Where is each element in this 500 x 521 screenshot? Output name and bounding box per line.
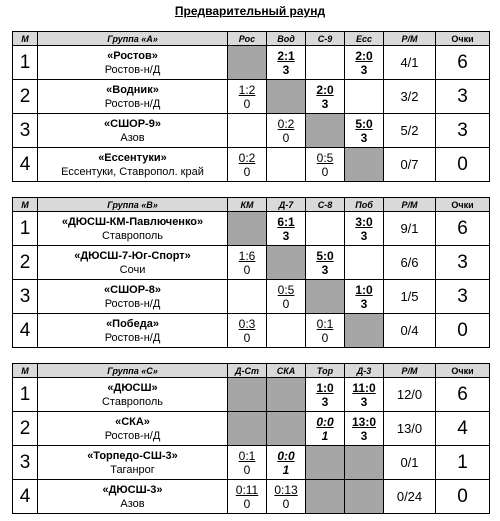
total-points: 3 [436,80,490,114]
match-points: 3 [360,228,368,243]
match-score: 0:3 [238,316,256,331]
match-score: 1:0 [316,380,334,395]
header-opponent: СКА [267,364,306,378]
match-score: 0:2 [238,150,256,165]
match-score: 3:0 [355,214,373,229]
match-points: 0 [243,262,251,277]
self-match-cell [228,46,267,80]
match-score: 11:0 [352,380,376,395]
goals-ratio: 0/4 [384,314,436,348]
total-points: 6 [436,46,490,80]
match-points: 0 [282,130,290,145]
team-city: Ессентуки, Ставропол. край [61,165,204,178]
team-city: Ростов-н/Д [104,97,161,110]
total-points: 6 [436,212,490,246]
group-table [12,31,490,182]
match-result [228,446,267,480]
goals-ratio: 0/24 [384,480,436,514]
match-result [267,114,306,148]
self-match-cell [228,412,267,446]
match-result [267,212,306,246]
match-points: 3 [360,130,368,145]
team-cell [38,212,228,246]
place-number: 3 [13,280,38,314]
team-city: Ставрополь [101,395,164,408]
team-cell [38,114,228,148]
match-points: 3 [321,96,329,111]
table-row [13,446,490,480]
match-result [267,480,306,514]
table-row [13,148,490,182]
team-cell [38,280,228,314]
match-points: 1 [282,462,290,477]
match-result [345,412,384,446]
match-score: 1:0 [355,282,373,297]
header-opponent: С-8 [306,198,345,212]
goals-ratio: 9/1 [384,212,436,246]
goals-ratio: 4/1 [384,46,436,80]
empty-cell [267,314,306,348]
match-points: 0 [282,296,290,311]
match-result [228,80,267,114]
place-number: 4 [13,480,38,514]
goals-ratio: 13/0 [384,412,436,446]
match-score: 2:1 [277,48,295,63]
empty-cell [267,148,306,182]
total-points: 6 [436,378,490,412]
team-cell [38,314,228,348]
team-city: Азов [120,131,145,144]
match-points: 3 [321,262,329,277]
match-points: 0 [243,462,251,477]
total-points: 3 [436,114,490,148]
header-opponent: Поб [345,198,384,212]
match-result [345,46,384,80]
total-points: 1 [436,446,490,480]
table-row [13,80,490,114]
table-row [13,280,490,314]
header-opponent: Д-3 [345,364,384,378]
match-points: 3 [360,296,368,311]
total-points: 0 [436,148,490,182]
group-table [12,363,490,514]
header-group-name: Группа «А» [38,32,228,46]
empty-cell [345,246,384,280]
self-match-cell [306,280,345,314]
match-points: 0 [243,330,251,345]
team-city: Ростов-н/Д [104,63,161,76]
place-number: 4 [13,314,38,348]
team-city: Ростов-н/Д [104,331,161,344]
match-result [306,148,345,182]
header-group-name: Группа «В» [38,198,228,212]
match-score: 6:1 [277,214,295,229]
empty-cell [306,212,345,246]
table-row [13,212,490,246]
match-score: 0:11 [235,482,259,497]
team-cell [38,378,228,412]
team-name: «СШОР-9» [104,117,161,130]
header-opponent: Д-Ст [228,364,267,378]
header-group-name: Группа «С» [38,364,228,378]
match-points: 0 [282,496,290,511]
match-score: 1:2 [238,82,256,97]
match-result [228,148,267,182]
self-match-cell [345,480,384,514]
place-number: 2 [13,80,38,114]
total-points: 0 [436,480,490,514]
match-score: 0:13 [274,482,298,497]
team-cell [38,412,228,446]
place-number: 3 [13,446,38,480]
place-number: 1 [13,212,38,246]
match-points: 3 [282,228,290,243]
total-points: 3 [436,246,490,280]
self-match-cell [267,378,306,412]
match-score: 2:0 [355,48,373,63]
match-score: 1:6 [238,248,256,263]
match-result [267,46,306,80]
match-points: 0 [321,164,329,179]
self-match-cell [267,412,306,446]
team-name: «ДЮСШ-3» [102,483,163,496]
self-match-cell [267,80,306,114]
match-points: 3 [282,62,290,77]
match-points: 3 [360,394,368,409]
header-goals: Р/М [384,32,436,46]
header-opponent: Рос [228,32,267,46]
match-result [345,280,384,314]
match-points: 1 [321,428,329,443]
table-row [13,412,490,446]
match-score: 5:0 [355,116,373,131]
match-points: 3 [321,394,329,409]
match-points: 3 [360,62,368,77]
goals-ratio: 0/7 [384,148,436,182]
team-cell [38,80,228,114]
header-opponent: Д-7 [267,198,306,212]
place-number: 2 [13,412,38,446]
header-points: Очки [436,32,490,46]
header-points: Очки [436,198,490,212]
header-opponent: Тор [306,364,345,378]
empty-cell [228,280,267,314]
empty-cell [345,80,384,114]
team-name: «Ессентуки» [98,151,167,164]
team-name: «СШОР-8» [104,283,161,296]
match-result [306,378,345,412]
team-cell [38,446,228,480]
self-match-cell [228,212,267,246]
self-match-cell [345,446,384,480]
match-score: 5:0 [316,248,334,263]
goals-ratio: 6/6 [384,246,436,280]
match-score: 0:5 [316,150,334,165]
match-score: 0:5 [277,282,295,297]
team-name: «Ростов» [107,49,158,62]
goals-ratio: 0/1 [384,446,436,480]
team-name: «Победа» [106,317,159,330]
team-cell [38,480,228,514]
match-result [228,246,267,280]
match-result [306,314,345,348]
match-result [306,80,345,114]
match-score: 2:0 [316,82,334,97]
header-place: М [13,364,38,378]
match-score: 13:0 [351,414,377,429]
team-cell [38,46,228,80]
match-score: 0:0 [277,448,295,463]
table-row [13,114,490,148]
match-result [345,378,384,412]
self-match-cell [306,114,345,148]
match-result [228,480,267,514]
match-points: 0 [243,96,251,111]
match-score: 0:2 [277,116,295,131]
place-number: 3 [13,114,38,148]
empty-cell [306,46,345,80]
team-city: Ставрополь [101,229,164,242]
team-name: «ДЮСШ-7-Юг-Спорт» [74,249,191,262]
header-points: Очки [436,364,490,378]
match-result [306,246,345,280]
team-city: Ростов-н/Д [104,297,161,310]
self-match-cell [345,314,384,348]
goals-ratio: 12/0 [384,378,436,412]
table-row [13,480,490,514]
match-result [228,314,267,348]
match-result [306,412,345,446]
match-score: 0:0 [316,414,334,429]
self-match-cell [267,246,306,280]
team-cell [38,246,228,280]
goals-ratio: 5/2 [384,114,436,148]
table-row [13,314,490,348]
self-match-cell [345,148,384,182]
match-result [267,446,306,480]
header-place: М [13,198,38,212]
self-match-cell [306,480,345,514]
team-name: «ДЮСШ» [107,381,158,394]
match-result [345,114,384,148]
total-points: 4 [436,412,490,446]
goals-ratio: 1/5 [384,280,436,314]
match-points: 0 [243,496,251,511]
self-match-cell [228,378,267,412]
match-points: 0 [243,164,251,179]
table-row [13,378,490,412]
match-score: 0:1 [238,448,256,463]
place-number: 1 [13,46,38,80]
page-title: Предварительный раунд [174,4,326,18]
match-result [345,212,384,246]
header-opponent: С-9 [306,32,345,46]
place-number: 4 [13,148,38,182]
table-row [13,46,490,80]
team-cell [38,148,228,182]
match-score: 0:1 [316,316,334,331]
header-opponent: Вод [267,32,306,46]
team-name: «СКА» [115,415,150,428]
header-opponent: КМ [228,198,267,212]
goals-ratio: 3/2 [384,80,436,114]
team-name: «Водник» [106,83,159,96]
header-goals: Р/М [384,198,436,212]
table-row [13,246,490,280]
match-result [267,280,306,314]
header-opponent: Есс [345,32,384,46]
team-city: Сочи [119,263,146,276]
team-city: Таганрог [110,463,155,476]
place-number: 1 [13,378,38,412]
team-city: Ростов-н/Д [104,429,161,442]
empty-cell [228,114,267,148]
header-goals: Р/М [384,364,436,378]
self-match-cell [306,446,345,480]
team-name: «Торпедо-СШ-3» [87,449,178,462]
place-number: 2 [13,246,38,280]
match-points: 3 [360,428,368,443]
total-points: 3 [436,280,490,314]
total-points: 0 [436,314,490,348]
team-name: «ДЮСШ-КМ-Павлюченко» [61,215,204,228]
header-place: М [13,32,38,46]
match-points: 0 [321,330,329,345]
group-table [12,197,490,348]
team-city: Азов [120,497,145,510]
